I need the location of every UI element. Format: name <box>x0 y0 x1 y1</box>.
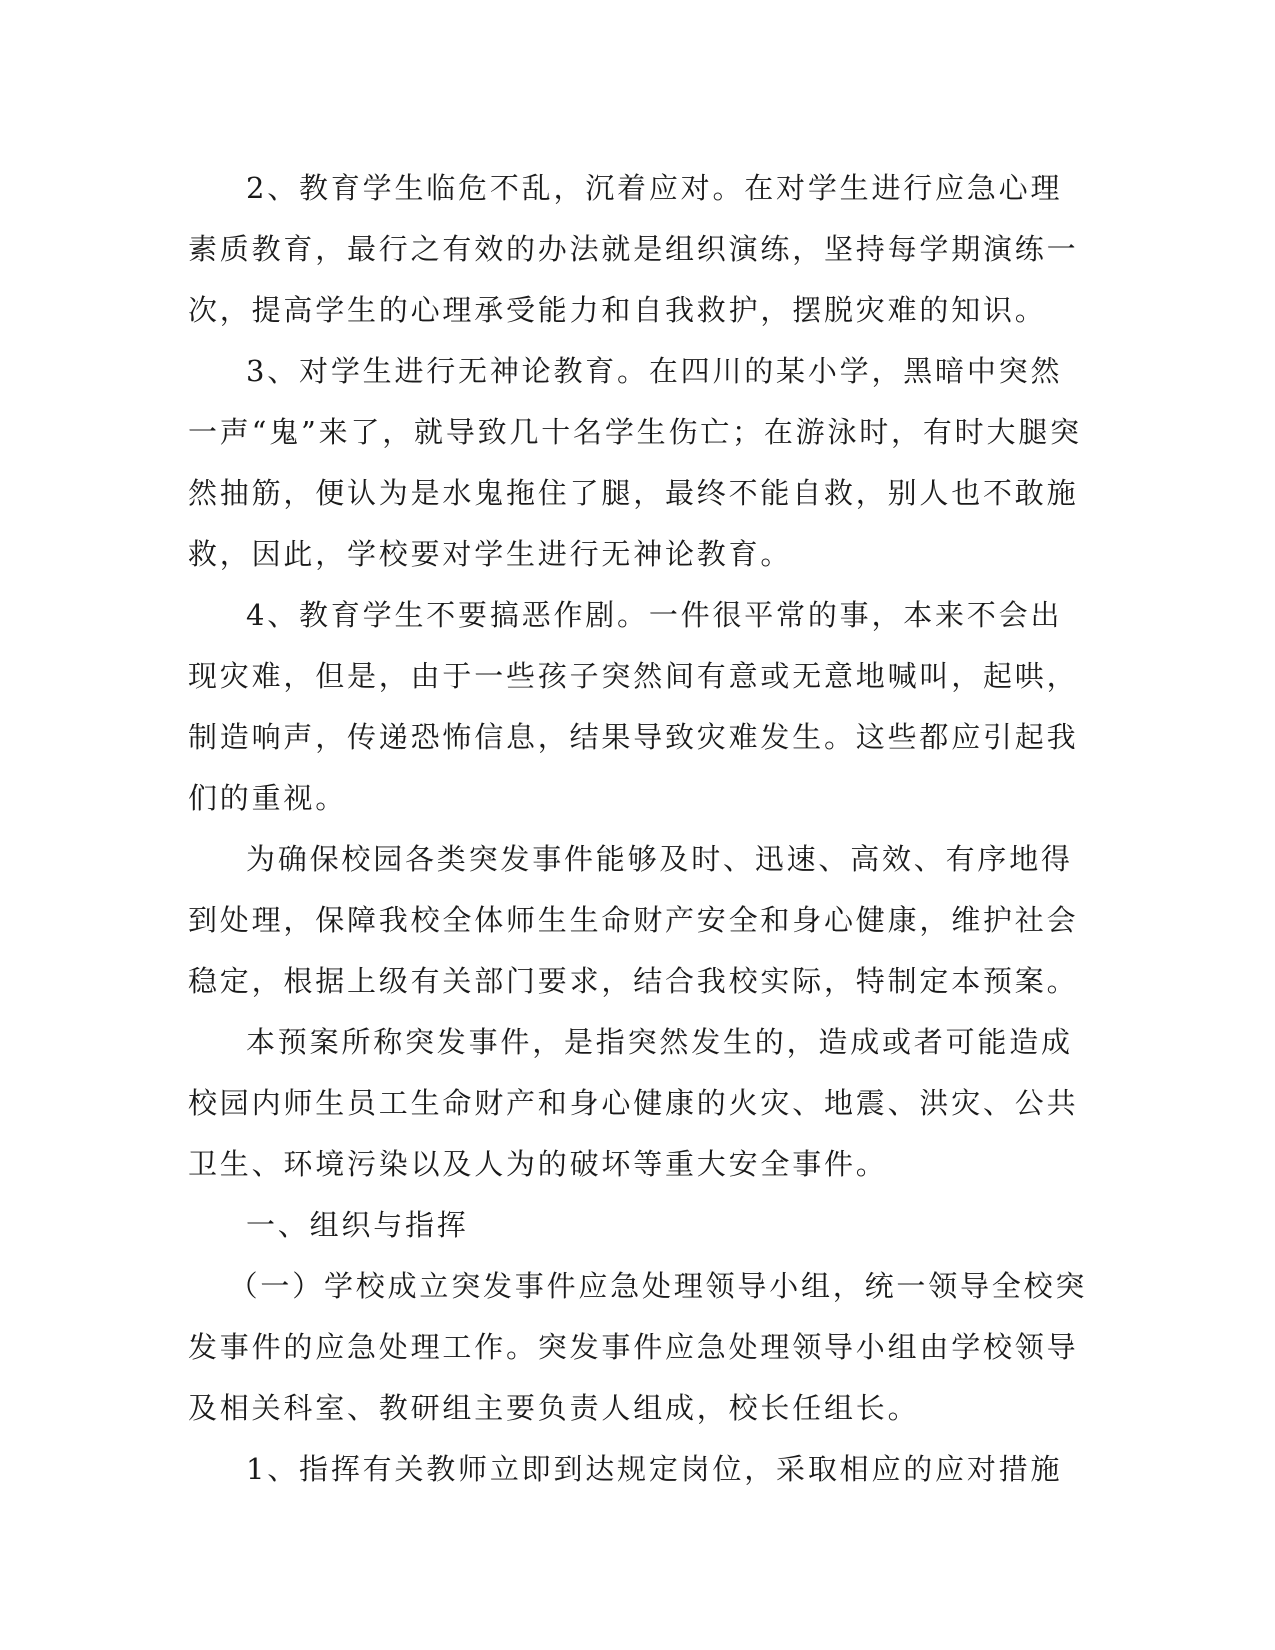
paragraph-definition: 本预案所称突发事件，是指突然发生的，造成或者可能造成校园内师生员工生命财产和身心健康的火灾、地震、洪灾、公共卫生、环境污染以及人为的破坏等重大安全事件。 <box>188 1025 1079 1181</box>
paragraph-4-no-pranks: 4、教育学生不要搞恶作剧。一件很平常的事，本来不会出现灾难，但是，由于一些孩子突然间有意或无意地喊叫，起哄，制造响声，传递恐怖信息，结果导致灾难发生。这些都应引起我们的重视。 <box>188 598 1079 815</box>
paragraph-2-calm-response: 2、教育学生临危不乱，沉着应对。在对学生进行应急心理素质教育，最行之有效的办法就是组织演练，坚持每学期演练一次，提高学生的心理承受能力和自我救护，摆脱灾难的知识。 <box>188 171 1079 327</box>
section-heading-organization: 一、组织与指挥 <box>246 1208 469 1242</box>
paragraph-leadership-group: （一）学校成立突发事件应急处理领导小组，统一领导全校突发事件的应急处理工作。突发事件应急处理领导小组由学校领导及相关科室、教研组主要负责人组成，校长任组长。 <box>188 1269 1088 1425</box>
paragraph-purpose: 为确保校园各类突发事件能够及时、迅速、高效、有序地得到处理，保障我校全体师生生命财产安全和身心健康，维护社会稳定，根据上级有关部门要求，结合我校实际，特制定本预案。 <box>188 842 1079 998</box>
document-body <box>188 158 1088 1500</box>
paragraph-3-atheism-education: 3、对学生进行无神论教育。在四川的某小学，黑暗中突然一声“鬼”来了，就导致几十名学生伤亡；在游泳时，有时大腿突然抽筋，便认为是水鬼拖住了腿，最终不能自救，别人也不敢施救，因此，学校要对学生进行无神论教育。 <box>188 354 1082 571</box>
paragraph-command-teachers: 1、指挥有关教师立即到达规定岗位，采取相应的应对措施 <box>246 1452 1063 1486</box>
